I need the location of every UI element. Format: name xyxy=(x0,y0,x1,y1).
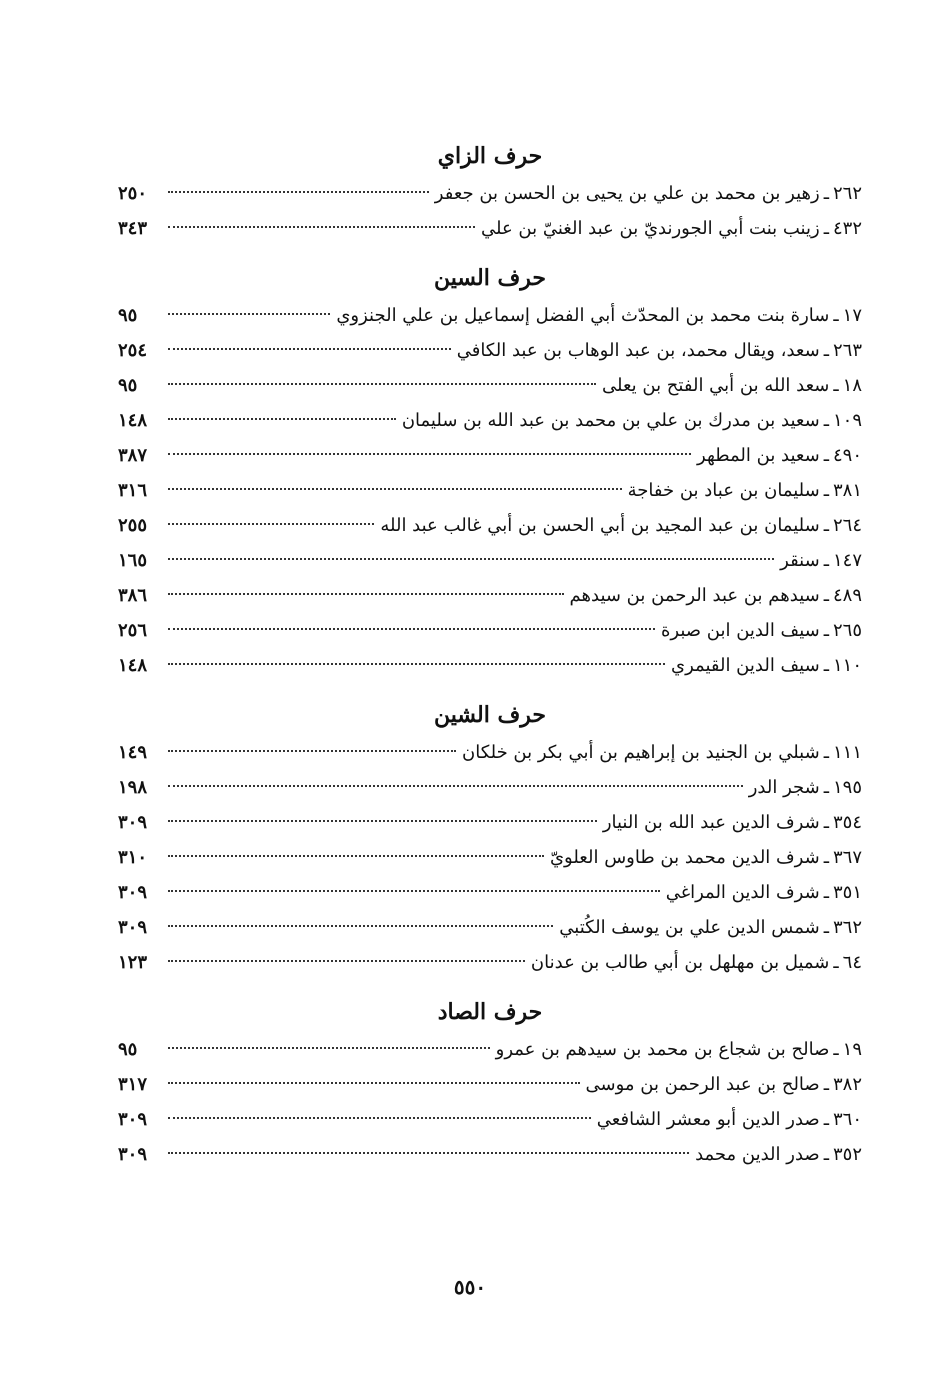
dot-leader xyxy=(168,453,691,455)
entry-page: ٣٠٩ xyxy=(118,1144,148,1165)
entry-page: ٢٥٠ xyxy=(118,183,148,204)
entry-number: ١٠٩ xyxy=(832,410,862,431)
entry-number: ٤٣٢ xyxy=(832,218,862,239)
entry-page: ١٢٣ xyxy=(118,952,148,973)
index-entry xyxy=(118,508,862,543)
entry-page: ٩٥ xyxy=(118,1039,138,1060)
entry-separator: ـ xyxy=(823,847,829,868)
entry-page: ٢٥٤ xyxy=(118,340,148,361)
entry-page: ٣٠٩ xyxy=(118,812,148,833)
entry-page: ١٤٩ xyxy=(118,742,148,763)
index-entry xyxy=(118,770,862,805)
entry-number: ٢٦٣ xyxy=(832,340,862,361)
entry-page: ٣١٧ xyxy=(118,1074,148,1095)
dot-leader xyxy=(168,1117,591,1119)
entry-separator: ـ xyxy=(823,340,829,361)
dot-leader xyxy=(168,523,374,525)
entry-separator: ـ xyxy=(823,1074,829,1095)
dot-leader xyxy=(168,191,429,193)
entry-number: ٣٦٠ xyxy=(832,1109,862,1130)
entry-page: ٢٥٥ xyxy=(118,515,148,536)
entry-name: صدر الدين أبو معشر الشافعي xyxy=(596,1109,820,1130)
entry-number: ١٩ xyxy=(842,1039,862,1060)
index-entry xyxy=(118,176,862,211)
entry-name: سيف الدين ابن صبرة xyxy=(660,620,820,641)
entry-name: صدر الدين محمد xyxy=(695,1144,820,1165)
entry-page: ٣٠٩ xyxy=(118,1109,148,1130)
index-entry xyxy=(118,543,862,578)
index-entry xyxy=(118,1102,862,1137)
entry-name: سنقر xyxy=(780,550,820,571)
entry-separator: ـ xyxy=(823,1144,829,1165)
dot-leader xyxy=(168,226,475,228)
index-entry xyxy=(118,613,862,648)
section-zay xyxy=(118,136,862,246)
dot-leader xyxy=(168,488,622,490)
dot-leader xyxy=(168,348,451,350)
entry-page: ٣٠٩ xyxy=(118,917,148,938)
entry-name: شرف الدين عبد الله بن النيار xyxy=(602,812,820,833)
entry-name: شرف الدين محمد بن طاوس العلويّ xyxy=(549,847,820,868)
entry-separator: ـ xyxy=(833,375,839,396)
dot-leader xyxy=(168,1152,689,1154)
entry-separator: ـ xyxy=(823,410,829,431)
entry-number: ٣٥٢ xyxy=(832,1144,862,1165)
entry-separator: ـ xyxy=(823,917,829,938)
entry-page: ٢٥٦ xyxy=(118,620,148,641)
index-entry xyxy=(118,945,862,980)
entry-separator: ـ xyxy=(823,183,829,204)
entry-separator: ـ xyxy=(833,1039,839,1060)
entry-separator: ـ xyxy=(823,550,829,571)
section-title: حرف الصاد xyxy=(437,999,543,1025)
entry-name: صالح بن شجاع بن محمد بن سيدهم بن عمرو xyxy=(495,1039,830,1060)
page-number: ٥٥٠ xyxy=(453,1275,487,1299)
section-title: حرف الشين xyxy=(433,702,547,728)
entry-name: زهير بن محمد بن علي بن يحيى بن الحسن بن جعفر xyxy=(434,183,820,204)
entry-separator: ـ xyxy=(823,777,829,798)
index-entry xyxy=(118,578,862,613)
entry-number: ٣٥٤ xyxy=(832,812,862,833)
dot-leader xyxy=(168,418,396,420)
entry-name: سارة بنت محمد بن المحدّث أبي الفضل إسماعيل بن علي الجنزوي xyxy=(336,305,830,326)
entry-page: ٣٤٣ xyxy=(118,218,148,239)
entry-separator: ـ xyxy=(823,585,829,606)
entry-separator: ـ xyxy=(833,952,839,973)
index-entry xyxy=(118,648,862,683)
entry-number: ٣٨١ xyxy=(832,480,862,501)
dot-leader xyxy=(168,628,655,630)
entry-page: ٣٨٧ xyxy=(118,445,148,466)
entry-name: سيف الدين القيمري xyxy=(671,655,820,676)
dot-leader xyxy=(168,820,597,822)
entry-name: سعد الله بن أبي الفتح بن يعلى xyxy=(602,375,830,396)
entry-page: ١٤٨ xyxy=(118,655,148,676)
entry-separator: ـ xyxy=(823,620,829,641)
entry-page: ١٤٨ xyxy=(118,410,148,431)
entry-name: سعد، ويقال محمد، بن عبد الوهاب بن عبد الكافي xyxy=(456,340,820,361)
index-entry xyxy=(118,875,862,910)
dot-leader xyxy=(168,925,553,927)
index-entry xyxy=(118,211,862,246)
section-sheen xyxy=(118,695,862,980)
entry-page: ٣٠٩ xyxy=(118,882,148,903)
section-seen xyxy=(118,258,862,683)
entry-number: ١١٠ xyxy=(832,655,862,676)
entry-name: صالح بن عبد الرحمن بن موسى xyxy=(585,1074,820,1095)
index-entry xyxy=(118,298,862,333)
index-entry xyxy=(118,1067,862,1102)
entry-name: زينب بنت أبي الجورنديّ بن عبد الغنيّ بن علي xyxy=(480,218,820,239)
dot-leader xyxy=(168,1047,490,1049)
entry-page: ٩٥ xyxy=(118,375,138,396)
section-title: حرف السين xyxy=(433,265,547,291)
index-entry xyxy=(118,368,862,403)
index-content xyxy=(118,136,862,1184)
entry-number: ٣٦٧ xyxy=(832,847,862,868)
entry-number: ٣٥١ xyxy=(832,882,862,903)
entry-number: ٤٩٠ xyxy=(832,445,862,466)
entry-number: ١٨ xyxy=(842,375,862,396)
entry-number: ١٩٥ xyxy=(832,777,862,798)
entry-page: ٣١٦ xyxy=(118,480,148,501)
entry-page: ٣١٠ xyxy=(118,847,148,868)
entry-name: شجر الدر xyxy=(748,777,820,798)
dot-leader xyxy=(168,383,596,385)
entry-separator: ـ xyxy=(823,480,829,501)
index-entry xyxy=(118,333,862,368)
index-entry xyxy=(118,473,862,508)
section-title: حرف الزاي xyxy=(437,143,543,169)
index-entry xyxy=(118,910,862,945)
entry-separator: ـ xyxy=(823,882,829,903)
dot-leader xyxy=(168,593,564,595)
entry-separator: ـ xyxy=(823,742,829,763)
entry-number: ٣٦٢ xyxy=(832,917,862,938)
entry-name: سعيد بن المطهر xyxy=(697,445,820,466)
entry-number: ١١١ xyxy=(832,742,862,763)
entry-page: ٩٥ xyxy=(118,305,138,326)
entry-number: ٤٨٩ xyxy=(832,585,862,606)
entry-name: شبلي بن الجنيد بن إبراهيم بن أبي بكر بن خلكان xyxy=(461,742,820,763)
entry-page: ١٦٥ xyxy=(118,550,148,571)
entry-separator: ـ xyxy=(823,812,829,833)
entry-separator: ـ xyxy=(823,515,829,536)
entry-page: ٣٨٦ xyxy=(118,585,148,606)
entry-name: شمس الدين علي بن يوسف الكُتبي xyxy=(559,917,820,938)
entry-name: سعيد بن مدرك بن علي بن محمد بن عبد الله بن سليمان xyxy=(401,410,820,431)
entry-name: سيدهم بن عبد الرحمن بن سيدهم xyxy=(569,585,820,606)
entry-number: ٣٨٢ xyxy=(832,1074,862,1095)
entry-name: سليمان بن عبد المجيد بن أبي الحسن بن أبي غالب عبد الله xyxy=(380,515,820,536)
index-entry xyxy=(118,735,862,770)
entry-page: ١٩٨ xyxy=(118,777,148,798)
section-saad xyxy=(118,992,862,1172)
index-entry xyxy=(118,840,862,875)
index-entry xyxy=(118,1032,862,1067)
entry-separator: ـ xyxy=(833,305,839,326)
dot-leader xyxy=(168,313,330,315)
entry-separator: ـ xyxy=(823,445,829,466)
dot-leader xyxy=(168,855,544,857)
index-entry xyxy=(118,438,862,473)
dot-leader xyxy=(168,663,665,665)
entry-separator: ـ xyxy=(823,655,829,676)
entry-separator: ـ xyxy=(823,1109,829,1130)
index-entry xyxy=(118,403,862,438)
index-entry xyxy=(118,805,862,840)
entry-name: شرف الدين المراغي xyxy=(665,882,820,903)
entry-number: ٦٤ xyxy=(842,952,862,973)
dot-leader xyxy=(168,785,743,787)
entry-name: سليمان بن عباد بن خفاجة xyxy=(627,480,820,501)
dot-leader xyxy=(168,890,660,892)
dot-leader xyxy=(168,1082,580,1084)
entry-number: ٢٦٤ xyxy=(832,515,862,536)
entry-number: ١٧ xyxy=(842,305,862,326)
index-entry xyxy=(118,1137,862,1172)
entry-number: ٢٦٥ xyxy=(832,620,862,641)
entry-number: ١٤٧ xyxy=(832,550,862,571)
entry-number: ٢٦٢ xyxy=(832,183,862,204)
dot-leader xyxy=(168,960,525,962)
entry-separator: ـ xyxy=(823,218,829,239)
dot-leader xyxy=(168,750,456,752)
entry-name: شميل بن مهلهل بن أبي طالب بن عدنان xyxy=(530,952,830,973)
dot-leader xyxy=(168,558,774,560)
